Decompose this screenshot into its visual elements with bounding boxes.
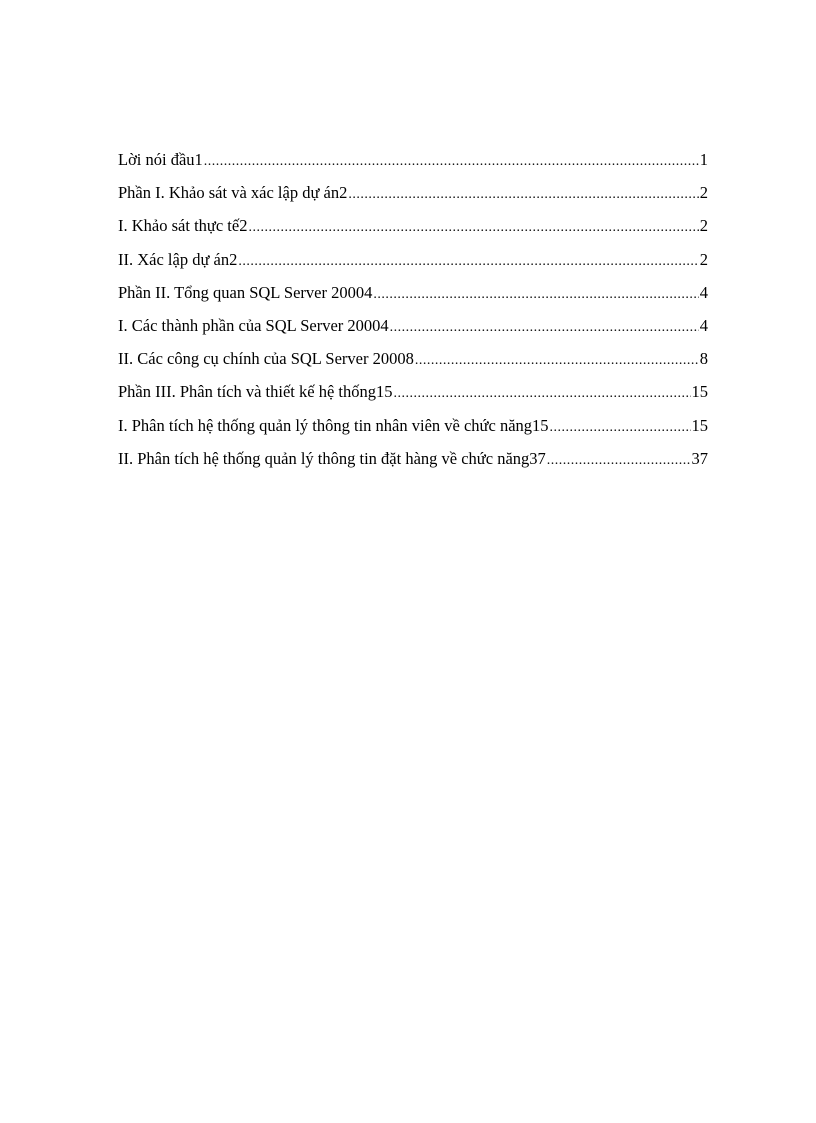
toc-entry-phan-3[interactable]	[118, 382, 708, 404]
toc-entry-khao-sat-thuc-te[interactable]	[118, 216, 708, 238]
toc-entry-title: Phần III. Phân tích và thiết kế hệ thống15	[118, 382, 393, 402]
toc-entry-page-number: 2	[699, 249, 708, 269]
table-of-contents	[118, 150, 708, 482]
toc-entry-page-number: 37	[691, 448, 708, 468]
toc-entry-title: I. Khảo sát thực tế2	[118, 216, 248, 236]
dot-leader	[373, 287, 698, 303]
toc-entry-page-number: 2	[699, 216, 708, 236]
toc-entry-page-number: 2	[699, 183, 708, 203]
toc-entry-loi-noi-dau[interactable]	[118, 150, 708, 172]
dot-leader	[547, 453, 691, 469]
dot-leader	[204, 154, 699, 170]
toc-entry-title: II. Các công cụ chính của SQL Server 20008	[118, 349, 414, 369]
toc-entry-phan-1[interactable]	[118, 183, 708, 205]
dot-leader	[415, 353, 699, 369]
toc-entry-title: Phần II. Tổng quan SQL Server 20004	[118, 282, 373, 302]
dot-leader	[390, 320, 699, 336]
toc-entry-title: Lời nói đầu1	[118, 150, 203, 169]
dot-leader	[248, 220, 698, 236]
dot-leader	[348, 187, 698, 203]
toc-entry-page-number: 4	[699, 315, 708, 335]
toc-entry-title: I. Phân tích hệ thống quản lý thông tin nhân viên về chức năng15	[118, 415, 549, 435]
toc-entry-page-number: 15	[691, 415, 708, 435]
dot-leader	[550, 420, 691, 436]
toc-entry-phan-2[interactable]	[118, 283, 708, 305]
toc-entry-phan-tich-nhan-vien[interactable]	[118, 416, 708, 438]
toc-entry-page-number: 15	[691, 382, 708, 402]
toc-entry-cac-thanh-phan[interactable]	[118, 316, 708, 338]
toc-entry-page-number: 4	[699, 282, 708, 302]
toc-entry-title: I. Các thành phần của SQL Server 20004	[118, 315, 389, 335]
toc-entry-cac-cong-cu[interactable]	[118, 349, 708, 371]
toc-entry-phan-tich-dat-hang[interactable]	[118, 449, 708, 471]
toc-entry-page-number: 1	[699, 150, 708, 169]
toc-entry-title: II. Xác lập dự án2	[118, 249, 238, 269]
dot-leader	[238, 254, 698, 270]
toc-entry-page-number: 8	[699, 349, 708, 369]
toc-entry-xac-lap-du-an[interactable]	[118, 250, 708, 272]
toc-entry-title: Phần I. Khảo sát và xác lập dự án2	[118, 183, 348, 203]
toc-entry-title: II. Phân tích hệ thống quản lý thông tin đặt hàng về chức năng37	[118, 448, 546, 468]
dot-leader	[393, 386, 690, 402]
